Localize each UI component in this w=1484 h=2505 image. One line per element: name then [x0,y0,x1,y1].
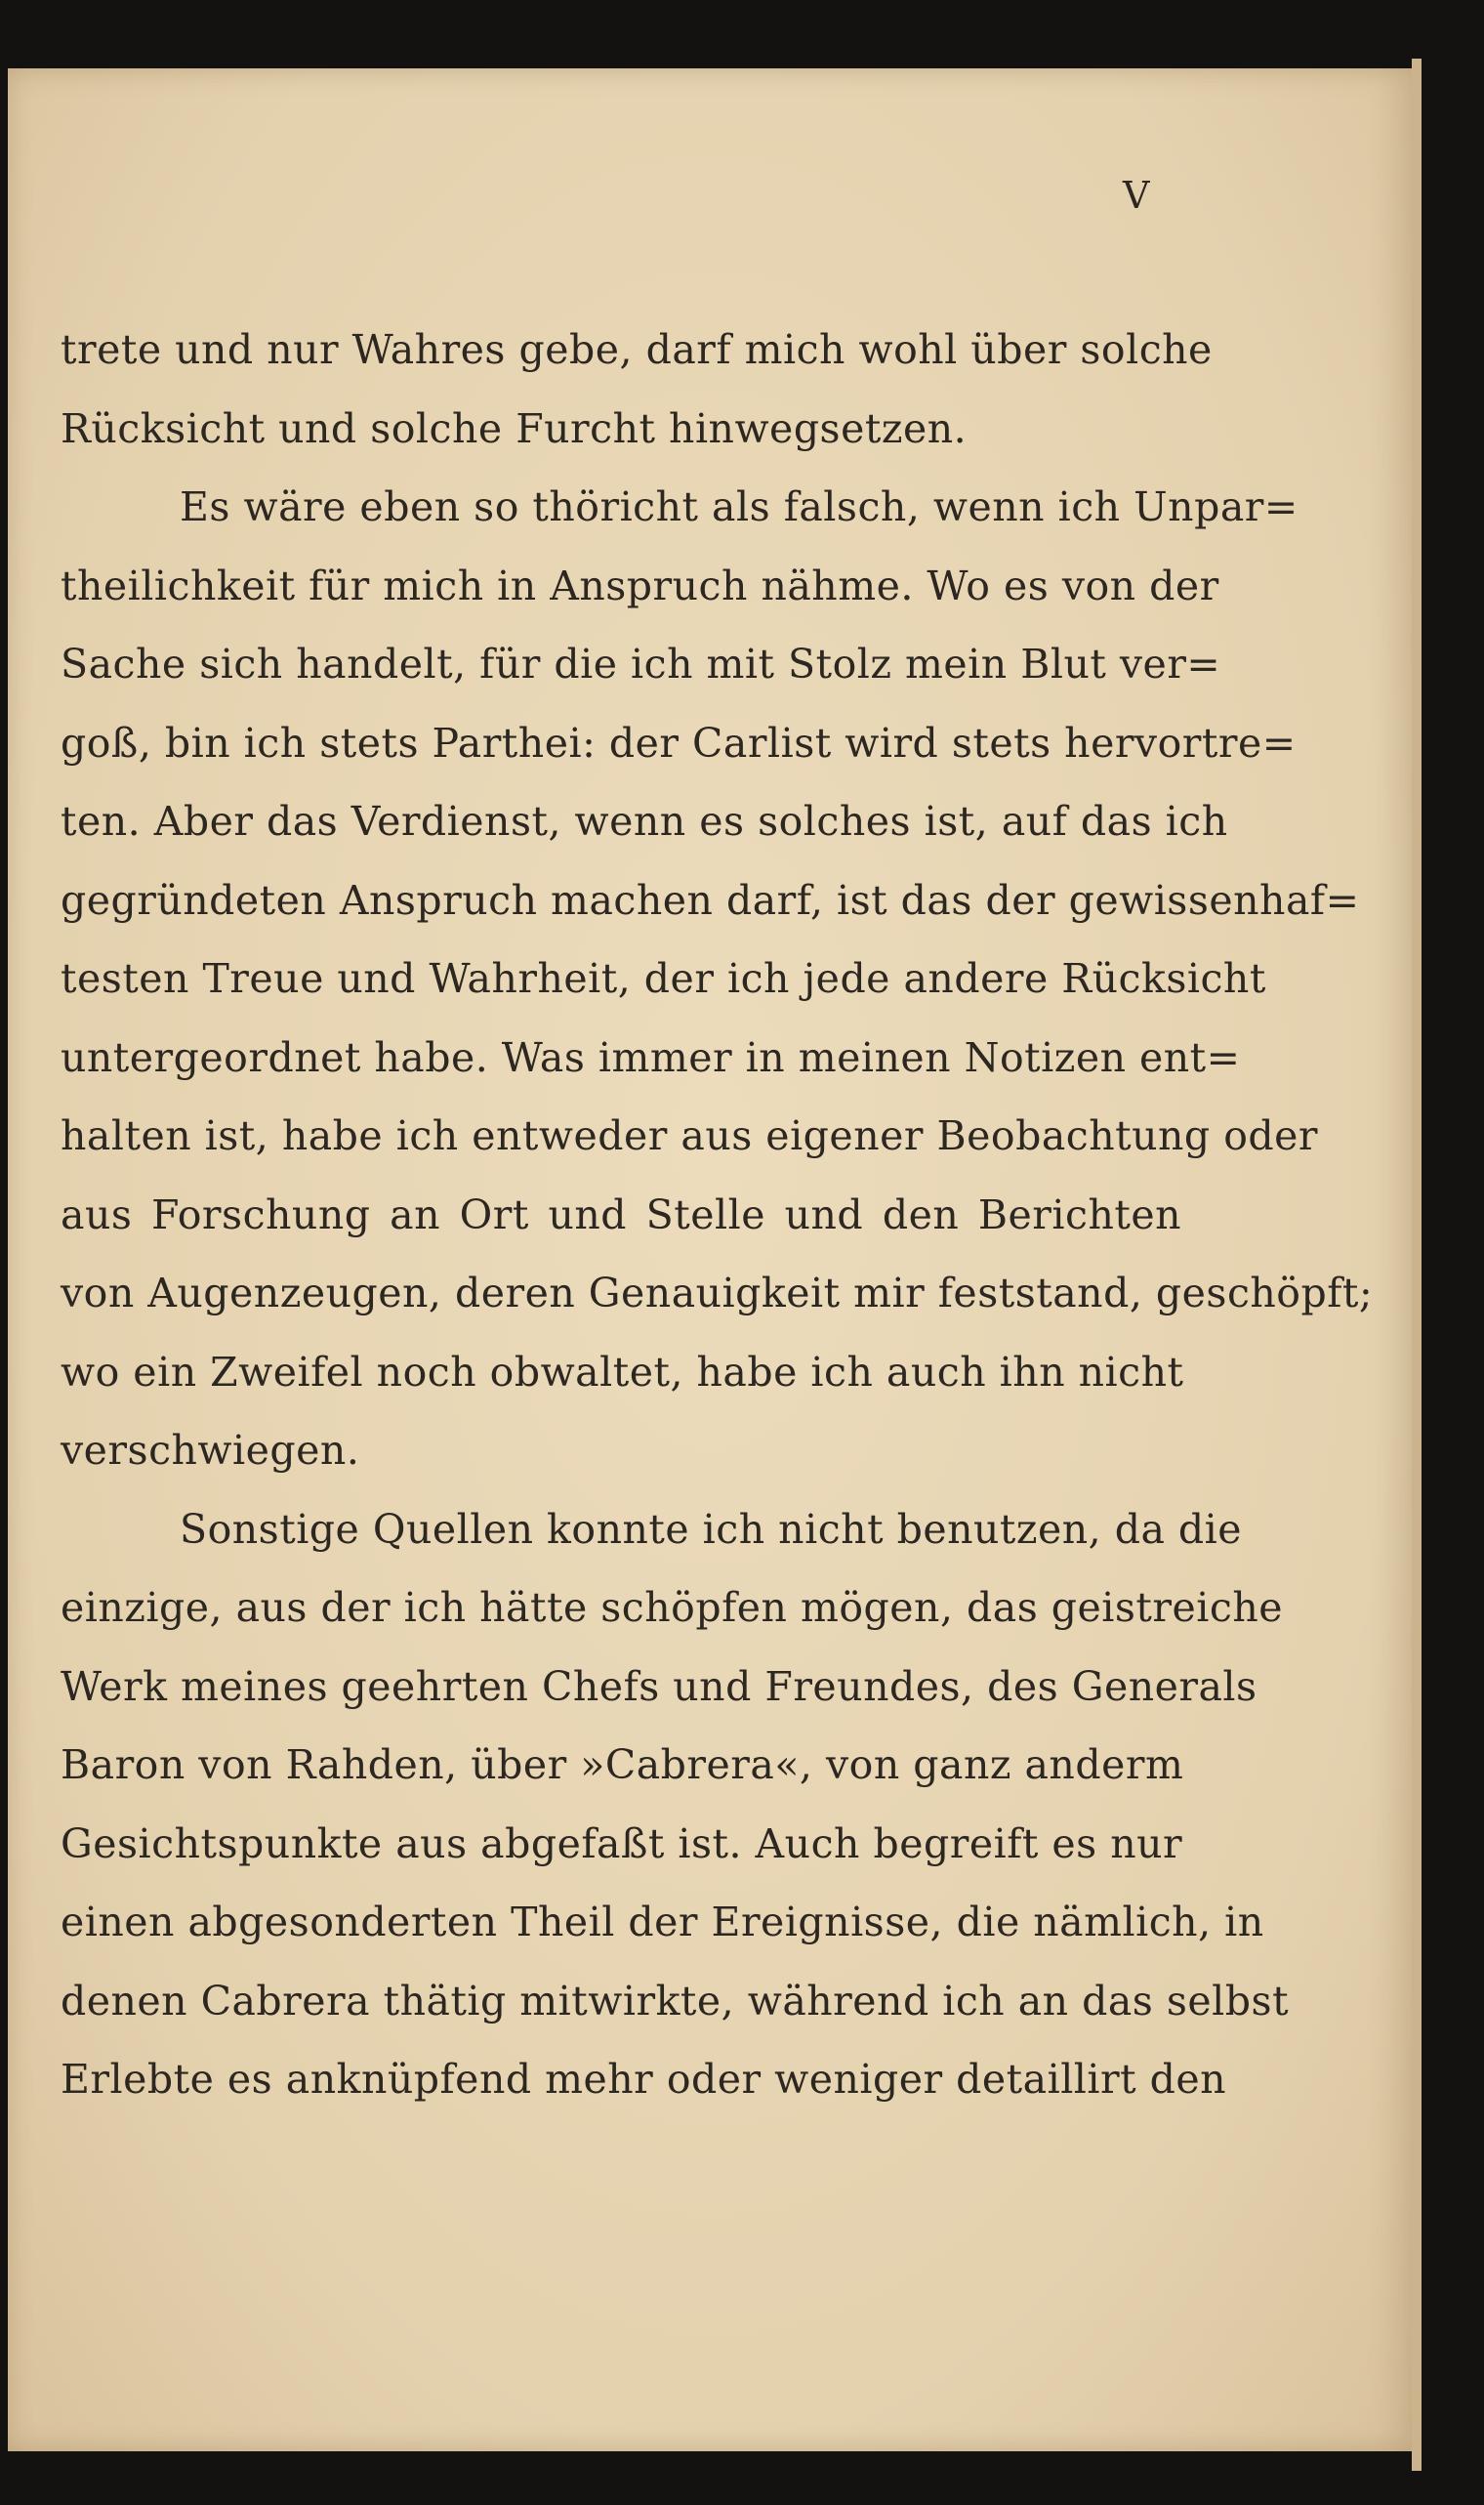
text-line: Es wäre eben so thöricht als falsch, wenn ich Unpar= [180,483,1298,530]
text-line: Gesichtspunkte aus abgefaßt ist. Auch begreift es nur [61,1819,1183,1867]
text-line: untergeordnet habe. Was immer in meinen Notizen ent= [61,1033,1241,1081]
body-text [61,311,1374,2119]
text-line: Baron von Rahden, über »Cabrera«, von ganz anderm [61,1741,1184,1788]
text-line: Sonstige Quellen konnte ich nicht benutzen, da die [180,1505,1243,1553]
text-line: aus Forschung an Ort und Stelle und den Berichten [61,1190,1181,1238]
page-edge [1412,59,1422,2471]
text-line: Erlebte es anknüpfend mehr oder weniger detaillirt den [61,2056,1227,2103]
text-line: theilichkeit für mich in Anspruch nähme. Wo es von der [61,562,1219,609]
text-line: goß, bin ich stets Parthei: der Carlist wird stets hervortre= [61,719,1297,767]
text-line: ten. Aber das Verdienst, wenn es solches ist, auf das ich [61,798,1228,845]
text-line: wo ein Zweifel noch obwaltet, habe ich auch ihn nicht [61,1348,1184,1396]
text-line: testen Treue und Wahrheit, der ich jede andere Rücksicht [61,955,1266,1002]
text-line: einzige, aus der ich hätte schöpfen mögen, das geistreiche [61,1584,1284,1631]
text-line: von Augenzeugen, deren Genauigkeit mir feststand, geschöpft; [61,1270,1374,1316]
text-line: Werk meines geehrten Chefs und Freundes, des Generals [61,1662,1257,1710]
text-line: denen Cabrera thätig mitwirkte, während ich an das selbst [61,1977,1290,2025]
text-line: verschwiegen. [61,1427,360,1474]
page-number: V [1123,174,1150,217]
text-line: gegründeten Anspruch machen darf, ist das der gewissenhaf= [61,876,1360,924]
text-line: halten ist, habe ich entweder aus eigener Beobachtung oder [61,1112,1318,1159]
text-line: einen abgesonderten Theil der Ereignisse, die nämlich, in [61,1899,1264,1945]
text-line: Sache sich handelt, für die ich mit Stolz mein Blut ver= [61,641,1221,688]
text-line: Rücksicht und solche Furcht hinwegsetzen. [61,404,968,452]
text-line: trete und nur Wahres gebe, darf mich wohl über solche [61,326,1213,373]
